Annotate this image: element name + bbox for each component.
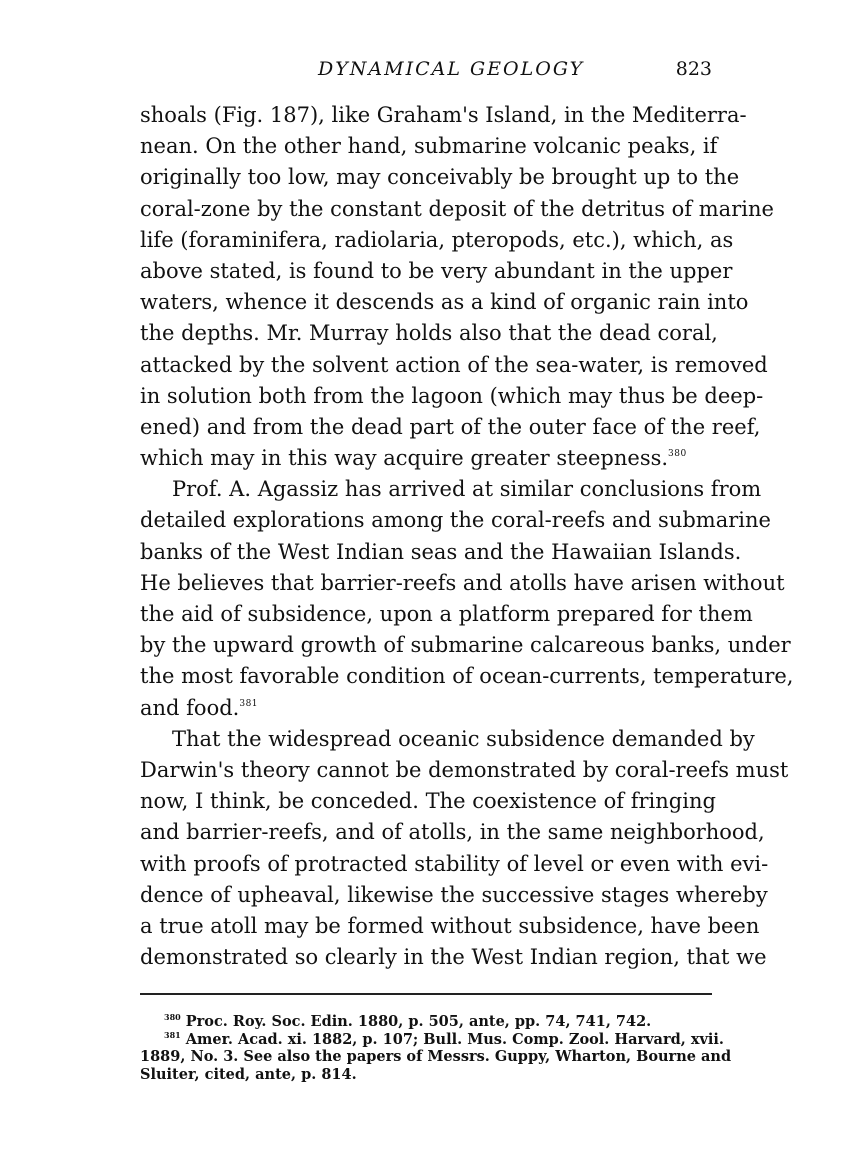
text-line: detailed explorations among the coral-reefs and submarine: [140, 508, 771, 533]
text-line: and barrier-reefs, and of atolls, in the same neighborhood,: [140, 820, 765, 845]
text-line: attacked by the solvent action of the sea-water, is removed: [140, 352, 768, 377]
footnote-line: [140, 1029, 724, 1049]
footnote-380: [140, 1013, 710, 1031]
text-line: in solution both from the lagoon (which may thus be deep-: [140, 383, 764, 408]
footnotes: [140, 1012, 732, 1083]
text-line: demonstrated so clearly in the West Indian region, that we: [140, 945, 767, 970]
text-line-content: which may in this way acquire greater steepness.: [140, 446, 669, 471]
text-line: with proofs of protracted stability of level or even with evi-: [140, 851, 769, 876]
footnote-text: Amer. Acad. xi. 1882, p. 107; Bull. Mus. Comp. Zool. Harvard, xvii.: [185, 1030, 724, 1048]
text-line: He believes that barrier-reefs and atolls have arisen without: [140, 570, 785, 595]
footnote-text: Proc. Roy. Soc. Edin. 1880, p. 505, ante, pp. 74, 741, 742.: [185, 1013, 652, 1030]
paragraph-1: [140, 100, 774, 474]
text-line: [140, 693, 710, 724]
text-line: Prof. A. Agassiz has arrived at similar conclusions from: [172, 477, 762, 502]
footnote-mark: 380: [164, 1012, 181, 1022]
text-line: nean. On the other hand, submarine volcanic peaks, if: [140, 134, 718, 159]
text-line: life (foraminifera, radiolaria, pteropods, etc.), which, as: [140, 227, 734, 252]
text-line: the aid of subsidence, upon a platform prepared for them: [140, 602, 753, 626]
text-line: waters, whence it descends as a kind of organic rain into: [140, 290, 749, 315]
text-line: ened) and from the dead part of the outer face of the reef,: [140, 414, 761, 439]
page-header: [140, 58, 712, 88]
text-line-content: and food.: [140, 695, 240, 720]
footnote-mark: 381: [164, 1029, 181, 1040]
text-line: above stated, is found to be very abundant in the upper: [140, 258, 733, 283]
footnote-line: 1889, No. 3. See also the papers of Messrs. Guppy, Wharton, Bourne and: [140, 1048, 732, 1066]
text-line: shoals (Fig. 187), like Graham's Island, in the Mediterra-: [140, 103, 747, 127]
paragraph-3: [140, 724, 789, 974]
text-line: a true atoll may be formed without subsidence, have been: [140, 913, 760, 938]
footnote-381: [140, 1029, 732, 1084]
text-line: by the upward growth of submarine calcareous banks, under: [140, 633, 791, 658]
text-line: [140, 443, 710, 474]
text-line: now, I think, be conceded. The coexistence of fringing: [140, 789, 716, 814]
text-line: banks of the West Indian seas and the Hawaiian Islands.: [140, 539, 742, 564]
footnote-reference: 380: [668, 449, 687, 460]
page-number: 823: [675, 58, 712, 80]
text-line: originally too low, may conceivably be brought up to the: [140, 165, 740, 190]
text-line: the most favorable condition of ocean-currents, temperature,: [140, 664, 794, 689]
paragraph-2: [140, 474, 794, 724]
footnote-line: Sluiter, cited, ante, p. 814.: [140, 1065, 357, 1083]
text-line: That the widespread oceanic subsidence demanded by: [172, 726, 755, 751]
text-line: Darwin's theory cannot be demonstrated by coral-reefs must: [140, 757, 789, 782]
body-text: [140, 100, 794, 973]
footnote-line: [140, 1013, 710, 1031]
text-line: dence of upheaval, likewise the successive stages whereby: [140, 882, 768, 907]
running-title: DYNAMICAL GEOLOGY: [318, 58, 585, 80]
footnote-reference: 381: [239, 698, 259, 709]
text-line: coral-zone by the constant deposit of the detritus of marine: [140, 196, 774, 221]
footnote-divider: [140, 993, 712, 995]
text-line: the depths. Mr. Murray holds also that the dead coral,: [140, 321, 718, 346]
